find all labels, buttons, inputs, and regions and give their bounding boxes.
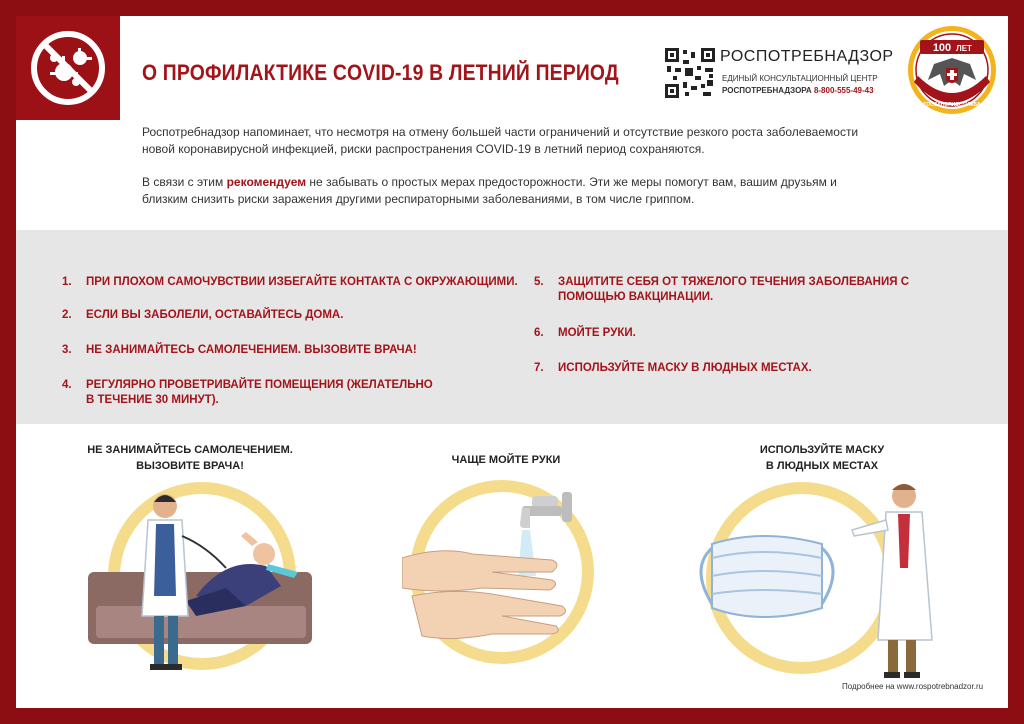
no-virus-icon (28, 28, 108, 108)
mask-doctor-illustration (672, 468, 972, 680)
emblem-years-word: ЛЕТ (956, 44, 972, 53)
intro-text (142, 124, 882, 224)
org-center: ЕДИНЫЙ КОНСУЛЬТАЦИОННЫЙ ЦЕНТР (722, 74, 878, 83)
caption-mask-line1: ИСПОЛЬЗУЙТЕ МАСКУ (759, 444, 885, 456)
recommendation-text: ЕСЛИ ВЫ ЗАБОЛЕЛИ, ОСТАВАЙТЕСЬ ДОМА. (86, 309, 344, 321)
recommendation-text: РЕГУЛЯРНО ПРОВЕТРИВАЙТЕ ПОМЕЩЕНИЯ (ЖЕЛАТЕЛЬНО В ТЕЧЕНИЕ 30 МИНУТ). (86, 379, 433, 406)
poster (16, 16, 1008, 708)
recommendation-item (62, 343, 532, 358)
more-info-link[interactable]: Подробнее на www.rospotrebnadzor.ru (842, 682, 984, 691)
recommendation-number: 1. (62, 276, 72, 288)
recommendation-item (534, 326, 974, 341)
intro-paragraph-1: Роспотребнадзор напоминает, что несмотря на отмену большей части ограничений и отсутствие резкого роста заболеваемости новой коронавирусной инфекцией, риски распространения COVID-19 в летний период сохраняются. (142, 125, 859, 156)
recommendations-band (16, 230, 1008, 424)
no-virus-logo (16, 16, 120, 120)
caption-doctor-line2: ВЫЗОВИТЕ ВРАЧА! (136, 460, 244, 472)
emblem-ring-text: ГОССАНЭПИДСЛУЖБА (923, 102, 981, 108)
caption-hands: ЧАЩЕ МОЙТЕ РУКИ (451, 454, 561, 466)
intro-paragraph-2 (142, 174, 882, 208)
recommendation-number: 5. (534, 276, 544, 288)
org-contact (722, 86, 874, 95)
org-center-name: РОСПОТРЕБНАДЗОРА (722, 86, 812, 95)
recommendation-number: 4. (62, 379, 72, 391)
recommendation-number: 7. (534, 362, 544, 374)
recommendation-item (62, 308, 532, 323)
caption-doctor (70, 442, 310, 474)
phone-number[interactable]: 8-800-555-49-43 (813, 86, 874, 95)
emblem-years: 100 (932, 42, 952, 54)
intro-highlight: рекомендуем (226, 175, 307, 189)
recommendation-text: МОЙТЕ РУКИ. (558, 327, 636, 339)
recommendation-text: НЕ ЗАНИМАЙТЕСЬ САМОЛЕЧЕНИЕМ. ВЫЗОВИТЕ ВРАЧА! (86, 344, 417, 356)
recommendation-number: 2. (62, 309, 72, 321)
recommendation-item (62, 378, 442, 408)
intro-p2-before: В связи с этим (142, 175, 227, 189)
doctor-illustration (76, 476, 336, 676)
caption-mask-line2: В ЛЮДНЫХ МЕСТАХ (765, 460, 879, 472)
recommendation-text: ИСПОЛЬЗУЙТЕ МАСКУ В ЛЮДНЫХ МЕСТАХ. (558, 362, 812, 374)
recommendation-text: ЗАЩИТИТЕ СЕБЯ ОТ ТЯЖЕЛОГО ТЕЧЕНИЯ ЗАБОЛЕВАНИЯ С ПОМОЩЬЮ ВАКЦИНАЦИИ. (558, 276, 910, 303)
qr-code-icon[interactable] (665, 48, 715, 98)
recommendation-text: ПРИ ПЛОХОМ САМОЧУВСТВИИ ИЗБЕГАЙТЕ КОНТАКТА С ОКРУЖАЮЩИМИ. (86, 276, 518, 288)
org-name: РОСПОТРЕБНАДЗОР (720, 48, 894, 65)
hand-washing-illustration (402, 476, 602, 676)
emblem-100-years (906, 24, 998, 116)
recommendation-number: 3. (62, 344, 72, 356)
recommendation-item (534, 361, 974, 376)
recommendation-number: 6. (534, 327, 544, 339)
caption-doctor-line1: НЕ ЗАНИМАЙТЕСЬ САМОЛЕЧЕНИЕМ. (87, 444, 293, 456)
intro-p2-after: не забывать о простых мерах предосторожности. Эти же меры помогут вам, вашим друзьям и близким снизить риски заражения другими респираторными заболеваниями, в том числе гриппом. (142, 175, 837, 206)
recommendation-item (62, 275, 532, 290)
page-title: О ПРОФИЛАКТИКЕ COVID-19 В ЛЕТНИЙ ПЕРИОД (142, 60, 619, 85)
recommendation-item (534, 275, 974, 305)
